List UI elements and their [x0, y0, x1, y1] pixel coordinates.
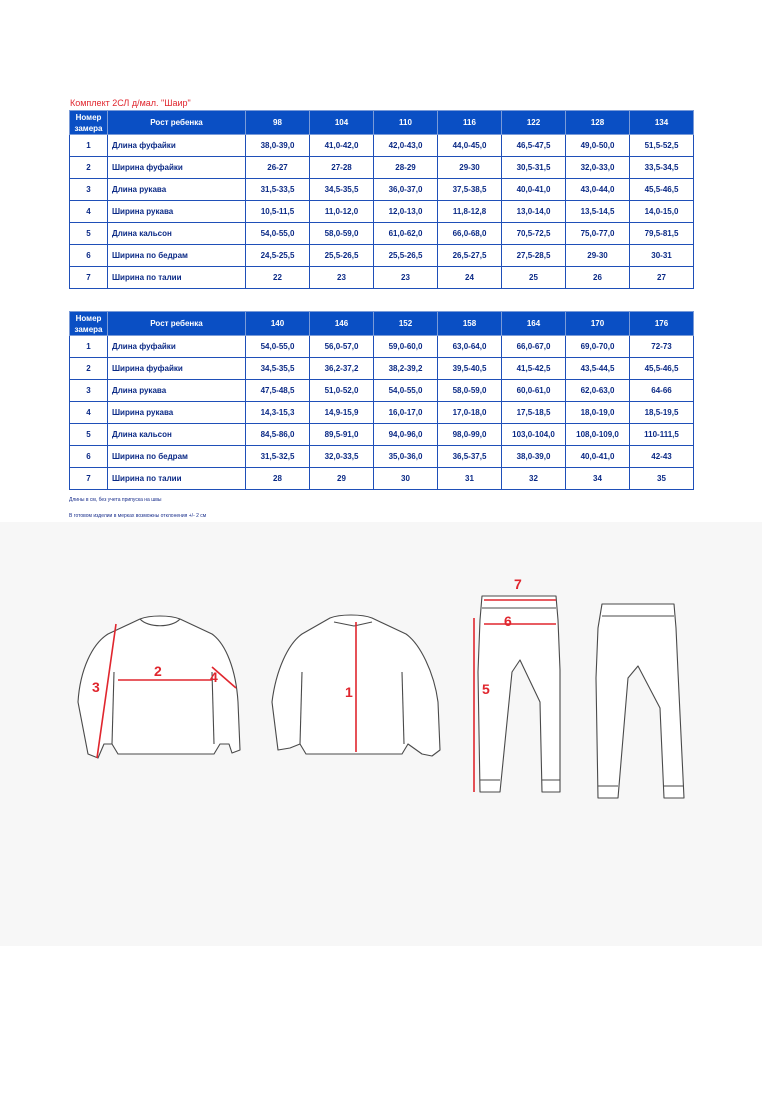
row-value: 70,5-72,5 — [502, 223, 566, 245]
row-number: 7 — [70, 468, 108, 490]
table-row — [70, 336, 694, 358]
row-number: 2 — [70, 157, 108, 179]
row-value: 11,8-12,8 — [438, 201, 502, 223]
row-value: 23 — [310, 267, 374, 289]
row-measure-name: Ширина по бедрам — [108, 446, 246, 468]
row-measure-name: Ширина фуфайки — [108, 358, 246, 380]
table-row — [70, 446, 694, 468]
mark-4: 4 — [210, 669, 218, 685]
row-number: 4 — [70, 402, 108, 424]
row-value: 27 — [630, 267, 694, 289]
table-row — [70, 402, 694, 424]
row-value: 61,0-62,0 — [374, 223, 438, 245]
row-value: 32,0-33,0 — [566, 157, 630, 179]
row-value: 108,0-109,0 — [566, 424, 630, 446]
row-number: 5 — [70, 424, 108, 446]
row-value: 60,0-61,0 — [502, 380, 566, 402]
header-size: 110 — [374, 111, 438, 135]
row-measure-name: Длина кальсон — [108, 223, 246, 245]
row-value: 31,5-33,5 — [246, 179, 310, 201]
row-value: 13,0-14,0 — [502, 201, 566, 223]
row-value: 98,0-99,0 — [438, 424, 502, 446]
row-value: 26 — [566, 267, 630, 289]
row-value: 35 — [630, 468, 694, 490]
header-child-height: Рост ребенка — [108, 111, 246, 135]
header-size: 152 — [374, 312, 438, 336]
row-value: 66,0-68,0 — [438, 223, 502, 245]
shirt-front-sketch — [78, 616, 240, 758]
header-measure-number: Номер замера — [70, 111, 108, 135]
row-value: 30 — [374, 468, 438, 490]
row-value: 40,0-41,0 — [502, 179, 566, 201]
table-header-row — [70, 111, 694, 135]
row-value: 29-30 — [438, 157, 502, 179]
table-row — [70, 424, 694, 446]
size-table-1 — [69, 110, 694, 289]
row-value: 38,0-39,0 — [246, 135, 310, 157]
row-number: 1 — [70, 135, 108, 157]
row-value: 31,5-32,5 — [246, 446, 310, 468]
garment-sketches — [0, 522, 762, 946]
header-size: 164 — [502, 312, 566, 336]
row-value: 27,5-28,5 — [502, 245, 566, 267]
row-value: 23 — [374, 267, 438, 289]
row-number: 6 — [70, 245, 108, 267]
row-value: 44,0-45,0 — [438, 135, 502, 157]
row-number: 7 — [70, 267, 108, 289]
row-value: 40,0-41,0 — [566, 446, 630, 468]
mark-1: 1 — [345, 684, 353, 700]
row-value: 24 — [438, 267, 502, 289]
row-value: 34,5-35,5 — [246, 358, 310, 380]
row-value: 63,0-64,0 — [438, 336, 502, 358]
row-measure-name: Длина фуфайки — [108, 336, 246, 358]
row-value: 32 — [502, 468, 566, 490]
row-value: 31 — [438, 468, 502, 490]
header-size: 170 — [566, 312, 630, 336]
row-value: 37,5-38,5 — [438, 179, 502, 201]
header-size: 104 — [310, 111, 374, 135]
row-value: 56,0-57,0 — [310, 336, 374, 358]
row-value: 38,2-39,2 — [374, 358, 438, 380]
row-value: 54,0-55,0 — [374, 380, 438, 402]
row-value: 49,0-50,0 — [566, 135, 630, 157]
header-size: 146 — [310, 312, 374, 336]
row-value: 14,0-15,0 — [630, 201, 694, 223]
table-header-row — [70, 312, 694, 336]
mark-5: 5 — [482, 681, 490, 697]
row-measure-name: Длина фуфайки — [108, 135, 246, 157]
row-number: 3 — [70, 179, 108, 201]
row-measure-name: Длина кальсон — [108, 424, 246, 446]
header-size: 122 — [502, 111, 566, 135]
row-value: 43,0-44,0 — [566, 179, 630, 201]
row-measure-name: Ширина рукава — [108, 201, 246, 223]
row-value: 11,0-12,0 — [310, 201, 374, 223]
row-value: 64-66 — [630, 380, 694, 402]
table-row — [70, 358, 694, 380]
row-value: 28-29 — [374, 157, 438, 179]
row-value: 79,5-81,5 — [630, 223, 694, 245]
row-value: 27-28 — [310, 157, 374, 179]
measurement-drawings — [0, 522, 762, 946]
row-value: 13,5-14,5 — [566, 201, 630, 223]
table-row — [70, 179, 694, 201]
row-value: 46,5-47,5 — [502, 135, 566, 157]
row-value: 45,5-46,5 — [630, 358, 694, 380]
row-value: 26-27 — [246, 157, 310, 179]
table-row — [70, 468, 694, 490]
row-value: 41,5-42,5 — [502, 358, 566, 380]
row-value: 51,0-52,0 — [310, 380, 374, 402]
row-value: 75,0-77,0 — [566, 223, 630, 245]
header-size: 176 — [630, 312, 694, 336]
row-value: 25 — [502, 267, 566, 289]
row-value: 42-43 — [630, 446, 694, 468]
mark-2: 2 — [154, 663, 162, 679]
row-value: 41,0-42,0 — [310, 135, 374, 157]
row-value: 25,5-26,5 — [310, 245, 374, 267]
row-value: 38,0-39,0 — [502, 446, 566, 468]
row-value: 39,5-40,5 — [438, 358, 502, 380]
row-value: 34 — [566, 468, 630, 490]
row-value: 24,5-25,5 — [246, 245, 310, 267]
row-measure-name: Ширина по бедрам — [108, 245, 246, 267]
row-value: 59,0-60,0 — [374, 336, 438, 358]
row-value: 22 — [246, 267, 310, 289]
header-size: 116 — [438, 111, 502, 135]
header-size: 134 — [630, 111, 694, 135]
row-value: 17,0-18,0 — [438, 402, 502, 424]
row-value: 32,0-33,5 — [310, 446, 374, 468]
header-measure-number: Номер замера — [70, 312, 108, 336]
row-value: 45,5-46,5 — [630, 179, 694, 201]
row-value: 28 — [246, 468, 310, 490]
row-value: 54,0-55,0 — [246, 336, 310, 358]
row-measure-name: Ширина рукава — [108, 402, 246, 424]
row-value: 29-30 — [566, 245, 630, 267]
row-measure-name: Ширина по талии — [108, 468, 246, 490]
row-value: 94,0-96,0 — [374, 424, 438, 446]
row-number: 3 — [70, 380, 108, 402]
row-value: 14,3-15,3 — [246, 402, 310, 424]
header-size: 158 — [438, 312, 502, 336]
row-value: 110-111,5 — [630, 424, 694, 446]
row-value: 26,5-27,5 — [438, 245, 502, 267]
row-value: 35,0-36,0 — [374, 446, 438, 468]
row-value: 43,5-44,5 — [566, 358, 630, 380]
row-value: 18,0-19,0 — [566, 402, 630, 424]
row-number: 2 — [70, 358, 108, 380]
row-value: 54,0-55,0 — [246, 223, 310, 245]
header-size: 140 — [246, 312, 310, 336]
pants-back-sketch — [596, 604, 684, 798]
table-row — [70, 157, 694, 179]
pants-front-sketch — [478, 596, 560, 792]
header-child-height: Рост ребенка — [108, 312, 246, 336]
row-value: 89,5-91,0 — [310, 424, 374, 446]
row-value: 47,5-48,5 — [246, 380, 310, 402]
row-value: 66,0-67,0 — [502, 336, 566, 358]
tolerance-note: В готовом изделии в мерках возможны отклонения +/- 2 см — [69, 513, 207, 519]
row-value: 30,5-31,5 — [502, 157, 566, 179]
table-row — [70, 135, 694, 157]
table-row — [70, 201, 694, 223]
row-number: 1 — [70, 336, 108, 358]
row-value: 25,5-26,5 — [374, 245, 438, 267]
row-value: 58,0-59,0 — [438, 380, 502, 402]
row-value: 58,0-59,0 — [310, 223, 374, 245]
row-measure-name: Длина рукава — [108, 380, 246, 402]
row-measure-name: Ширина по талии — [108, 267, 246, 289]
row-number: 6 — [70, 446, 108, 468]
row-number: 4 — [70, 201, 108, 223]
row-value: 84,5-86,0 — [246, 424, 310, 446]
mark-6: 6 — [504, 613, 512, 629]
mark-3: 3 — [92, 679, 100, 695]
row-value: 62,0-63,0 — [566, 380, 630, 402]
mark-7: 7 — [514, 576, 522, 592]
table-row — [70, 267, 694, 289]
row-value: 69,0-70,0 — [566, 336, 630, 358]
row-value: 29 — [310, 468, 374, 490]
row-value: 18,5-19,5 — [630, 402, 694, 424]
units-note: Длины в см, без учета припуска на швы — [69, 497, 162, 503]
row-value: 12,0-13,0 — [374, 201, 438, 223]
size-table-2 — [69, 311, 694, 490]
document-title: Комплект 2СЛ д/мал. "Шаир" — [70, 98, 191, 108]
row-value: 36,0-37,0 — [374, 179, 438, 201]
row-value: 14,9-15,9 — [310, 402, 374, 424]
row-value: 36,5-37,5 — [438, 446, 502, 468]
table-row — [70, 223, 694, 245]
row-value: 10,5-11,5 — [246, 201, 310, 223]
row-measure-name: Ширина фуфайки — [108, 157, 246, 179]
row-value: 72-73 — [630, 336, 694, 358]
header-size: 128 — [566, 111, 630, 135]
header-size: 98 — [246, 111, 310, 135]
row-value: 51,5-52,5 — [630, 135, 694, 157]
row-value: 34,5-35,5 — [310, 179, 374, 201]
row-value: 30-31 — [630, 245, 694, 267]
table-row — [70, 380, 694, 402]
row-value: 42,0-43,0 — [374, 135, 438, 157]
row-value: 17,5-18,5 — [502, 402, 566, 424]
row-value: 16,0-17,0 — [374, 402, 438, 424]
row-value: 103,0-104,0 — [502, 424, 566, 446]
row-number: 5 — [70, 223, 108, 245]
table-row — [70, 245, 694, 267]
row-value: 36,2-37,2 — [310, 358, 374, 380]
row-value: 33,5-34,5 — [630, 157, 694, 179]
row-measure-name: Длина рукава — [108, 179, 246, 201]
